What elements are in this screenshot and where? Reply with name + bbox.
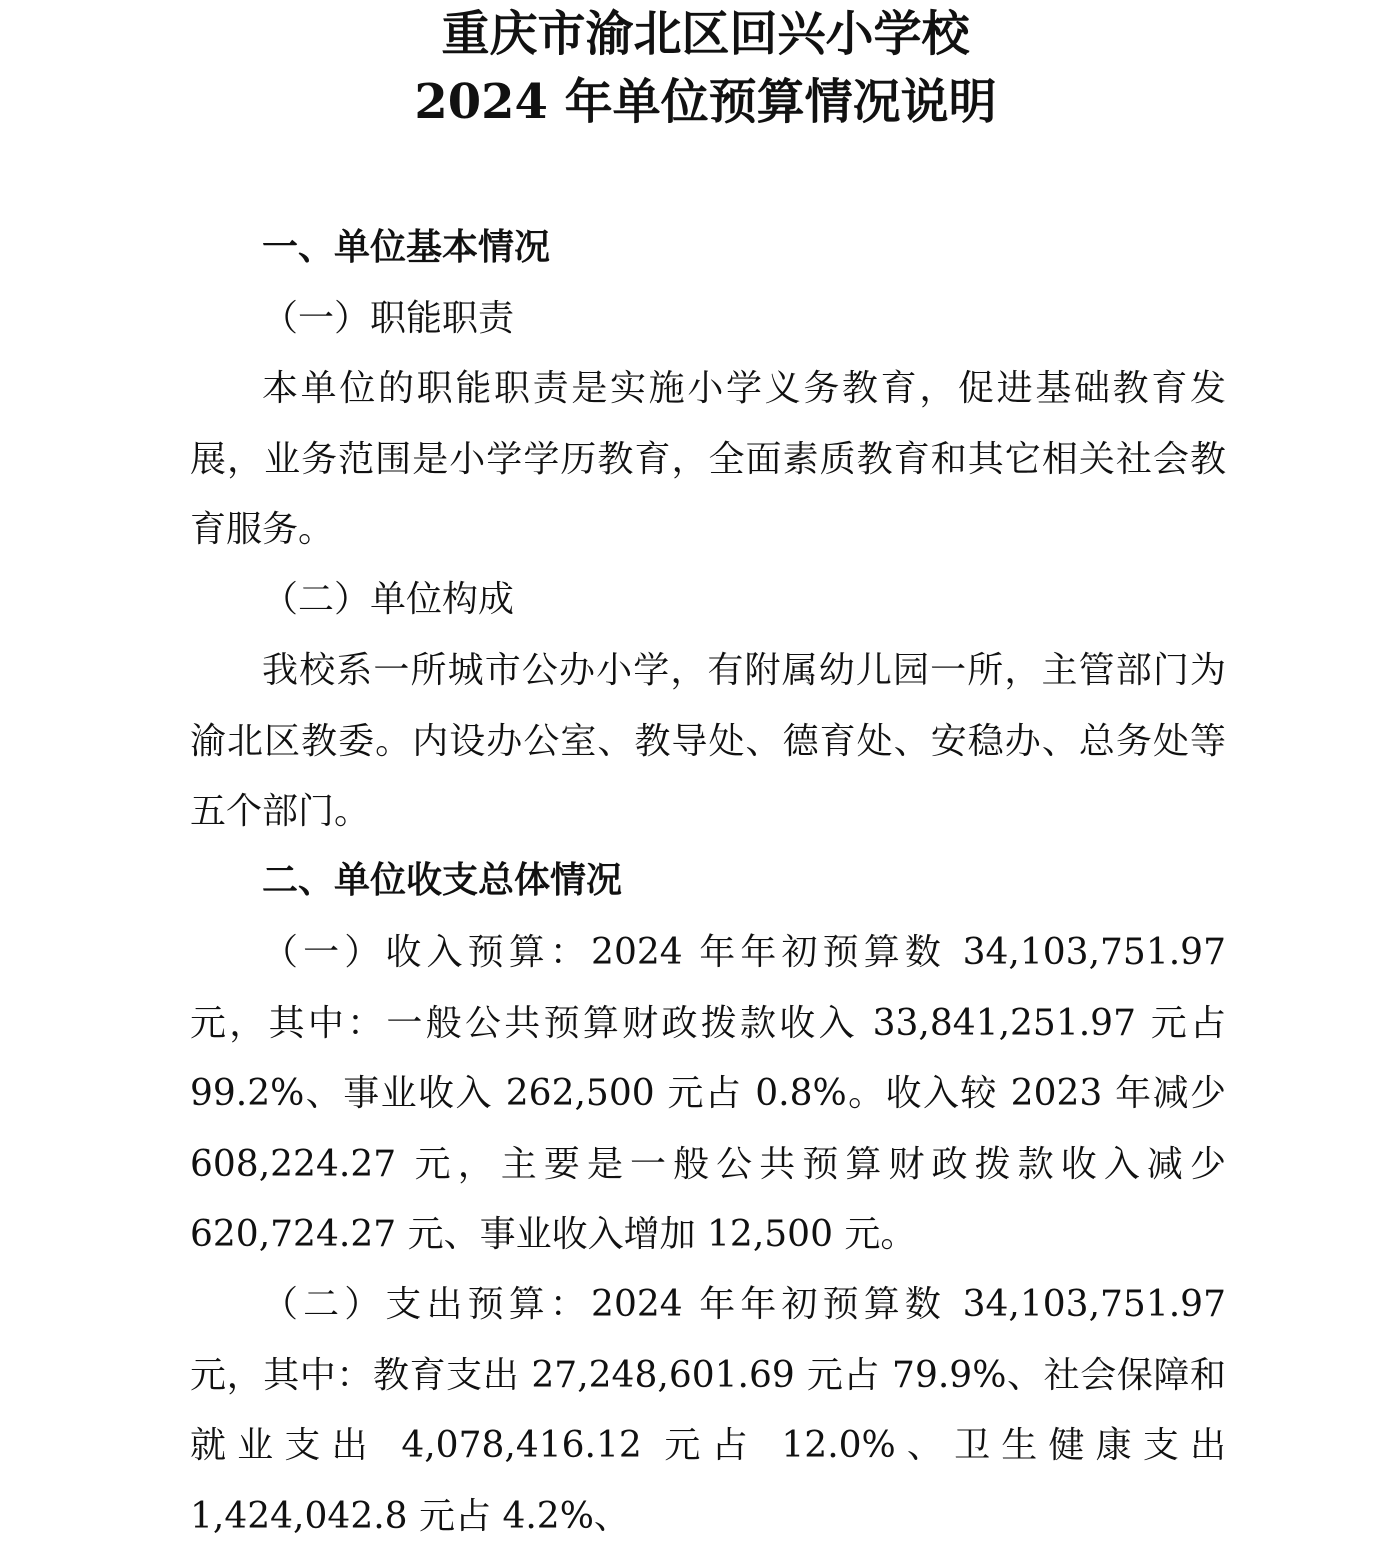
document-title-line2: 2024 年单位预算情况说明	[414, 74, 997, 130]
section1-sub2-heading: （二）单位构成	[262, 579, 515, 620]
section1-heading: 一、单位基本情况	[262, 227, 551, 268]
duties-paragraph: 本单位的职能职责是实施小学义务教育，促进基础教育发展，业务范围是小学学历教育，全面素质教育和其它相关社会教育服务。	[190, 368, 1226, 550]
section1-sub1-heading: （一）职能职责	[262, 298, 515, 339]
income-budget-paragraph: （一）收入预算：2024 年年初预算数 34,103,751.97 元，其中：一般公共预算财政拨款收入 33,841,251.97 元占 99.2%、事业收入 262,500 元占 0.8%。收入较 2023 年减少 608,224.27 元，主要是一般公共预算财政拨款收入减少 620,724.27 元、事业收入增加 12,500 元。	[190, 932, 1226, 1255]
expense-budget-paragraph: （二）支出预算：2024 年年初预算数 34,103,751.97 元，其中：教育支出 27,248,601.69 元占 79.9%、社会保障和就业支出 4,078,416.12 元占 12.0%、卫生健康支出 1,424,042.8 元占 4.2%、	[190, 1284, 1226, 1537]
composition-paragraph: 我校系一所城市公办小学，有附属幼儿园一所，主管部门为渝北区教委。内设办公室、教导处、德育处、安稳办、总务处等五个部门。	[190, 650, 1226, 832]
document-title-line1: 重庆市渝北区回兴小学校	[441, 6, 970, 62]
section2-heading: 二、单位收支总体情况	[262, 860, 623, 901]
